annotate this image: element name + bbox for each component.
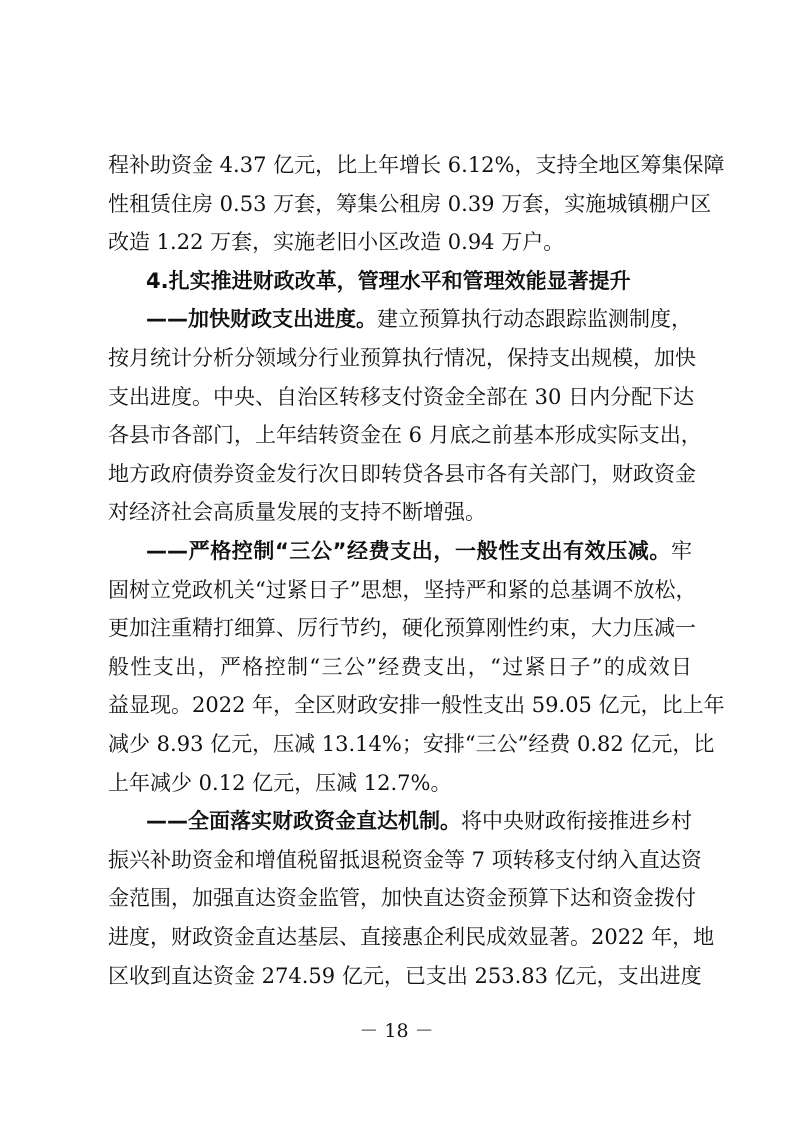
para4-line-3: 金范围，加强直达资金监管，加快直达资金预算下达和资金拨付 — [108, 886, 696, 911]
para2-line-4: 各县市各部门，上年结转资金在 6 月底之前基本形成实际支出， — [108, 423, 702, 448]
page-number: － 18 － — [359, 1020, 434, 1042]
para1-line-3: 改造 1.22 万套，实施老旧小区改造 0.94 万户。 — [108, 230, 565, 255]
para2-line-1 — [146, 301, 692, 337]
para3-lead: ——严格控制“三公”经费支出，一般性支出有效压减。 — [146, 539, 671, 563]
para3-line-2: 固树立党政机关“过紧日子”思想，坚持严和紧的总基调不放松， — [108, 577, 697, 602]
para2-line-5: 地方政府债券资金发行次日即转贷各县市各有关部门，财政资金 — [108, 461, 696, 486]
para2-lead: ——加快财政支出进度。 — [146, 307, 377, 332]
para2-line-1-text: 建立预算执行动态跟踪监测制度， — [377, 307, 692, 332]
para4-line-5: 区收到直达资金 274.59 亿元，已支出 253.83 亿元，支出进度 — [108, 963, 702, 988]
para3-line-5: 益显现。2022 年，全区财政安排一般性支出 59.05 亿元，比上年 — [108, 693, 725, 718]
para3-line-1-text: 牢 — [671, 539, 692, 563]
para1-line-2: 性租赁住房 0.53 万套，筹集公租房 0.39 万套，实施城镇棚户区 — [108, 191, 712, 216]
para4-line-1 — [146, 803, 692, 839]
para2-line-3: 支出进度。中央、自治区转移支付资金全部在 30 日内分配下达 — [108, 384, 695, 409]
para3-line-4: 般性支出，严格控制“三公”经费支出，“过紧日子”的成效日 — [108, 654, 692, 679]
section-heading: 4.扎实推进财政改革，管理水平和管理效能显著提升 — [146, 268, 631, 293]
para4-line-4: 进度，财政资金直达基层、直接惠企利民成效显著。2022 年，地 — [108, 925, 715, 949]
para2-line-6: 对经济社会高质量发展的支持不断增强。 — [108, 500, 486, 525]
para3-line-6: 减少 8.93 亿元，压减 13.14%；安排“三公”经费 0.82 亿元，比 — [108, 732, 715, 756]
para3-line-1 — [146, 533, 692, 569]
para3-line-7: 上年减少 0.12 亿元，压减 12.7%。 — [108, 770, 452, 795]
para4-line-1-text: 将中央财政衔接推进乡村 — [461, 809, 692, 834]
para4-lead: ——全面落实财政资金直达机制。 — [146, 809, 461, 834]
para2-line-2: 按月统计分析分领域分行业预算执行情况，保持支出规模，加快 — [108, 346, 696, 370]
para4-line-2: 振兴补助资金和增值税留抵退税资金等 7 项转移支付纳入直达资 — [108, 847, 702, 872]
para3-line-3: 更加注重精打细算、厉行节约，硬化预算刚性约束，大力压减一 — [108, 616, 696, 641]
para1-line-1: 程补助资金 4.37 亿元，比上年增长 6.12%，支持全地区筹集保障 — [108, 153, 725, 177]
